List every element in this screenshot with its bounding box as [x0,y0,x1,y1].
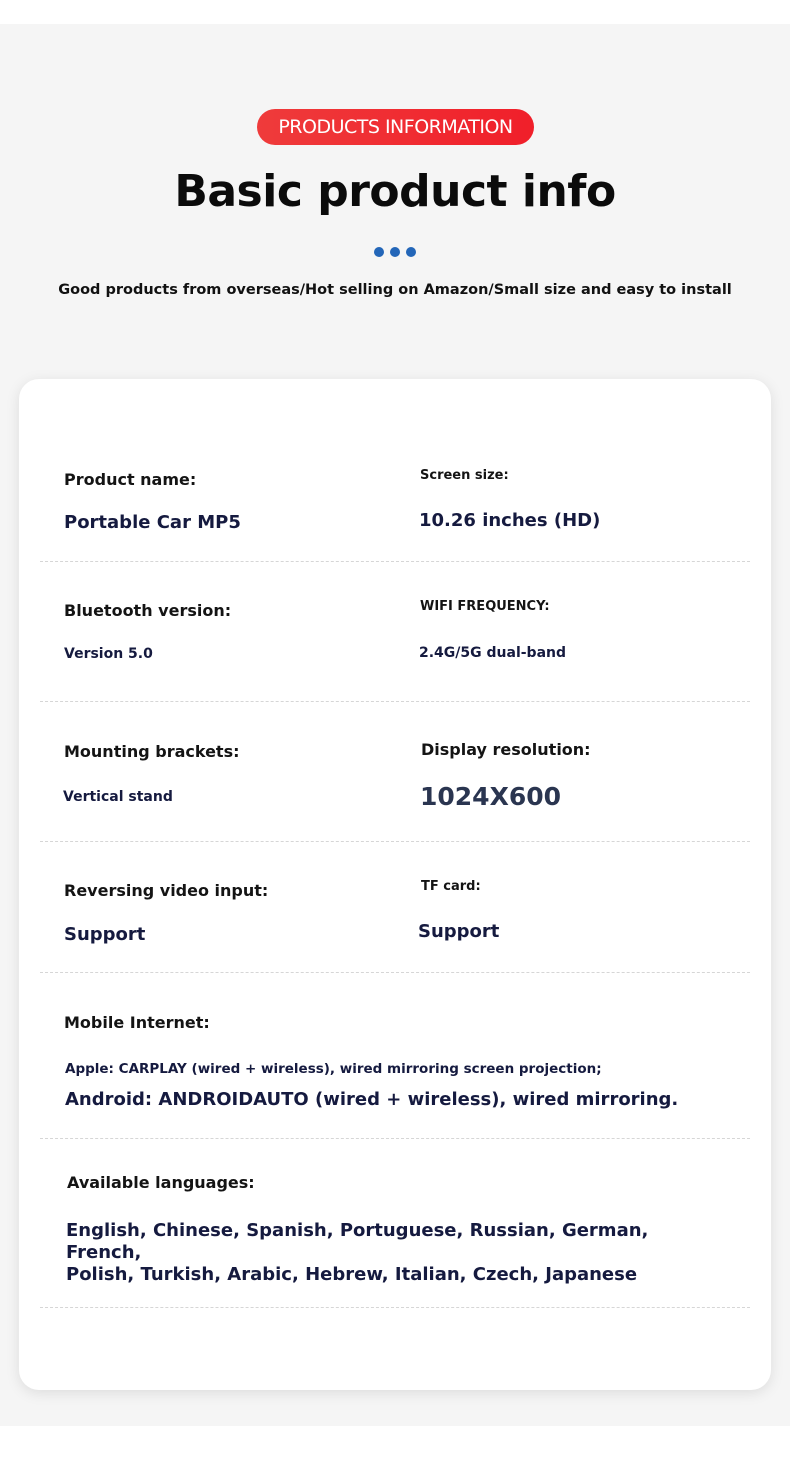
divider [40,1138,750,1139]
divider [40,841,750,842]
mobile-internet-label: Mobile Internet: [64,1013,210,1032]
tf-card-value: Support [418,921,500,942]
product-name-label: Product name: [64,470,197,489]
languages-line: Polish, Turkish, Arabic, Hebrew, Italian, Czech, Japanese [66,1264,638,1285]
resolution-value: 1024X600 [420,782,562,811]
mounting-label: Mounting brackets: [64,742,240,761]
tf-card-label: TF card: [421,879,481,894]
wifi-value: 2.4G/5G dual-band [419,645,567,661]
languages-line: English, Chinese, Spanish, Portuguese, Russian, German, French, [66,1220,649,1263]
wifi-label: WIFI FREQUENCY: [420,599,550,614]
divider [40,972,750,973]
android-support-text: Android: ANDROIDAUTO (wired + wireless), wired mirroring. [65,1089,679,1110]
divider [40,561,750,562]
resolution-label: Display resolution: [421,740,591,759]
dot-icon [390,247,400,257]
languages-label: Available languages: [67,1173,255,1192]
dot-icon [406,247,416,257]
page-subtitle: Good products from overseas/Hot selling on Amazon/Small size and easy to install [58,282,732,298]
apple-support-text: Apple: CARPLAY (wired + wireless), wired mirroring screen projection; [65,1061,602,1077]
screen-size-label: Screen size: [420,468,509,483]
bluetooth-value: Version 5.0 [64,646,153,662]
page-title: Basic product info [174,166,616,217]
languages-list [66,1220,686,1286]
mounting-value: Vertical stand [63,789,173,805]
dot-icon [374,247,384,257]
decorative-dots [374,247,416,257]
divider [40,701,750,702]
screen-size-value: 10.26 inches (HD) [419,510,601,531]
bluetooth-label: Bluetooth version: [64,601,232,620]
reversing-label: Reversing video input: [64,881,269,900]
reversing-value: Support [64,924,146,945]
divider [40,1307,750,1308]
product-name-value: Portable Car MP5 [64,512,241,533]
products-information-badge: PRODUCTS INFORMATION [257,109,534,145]
